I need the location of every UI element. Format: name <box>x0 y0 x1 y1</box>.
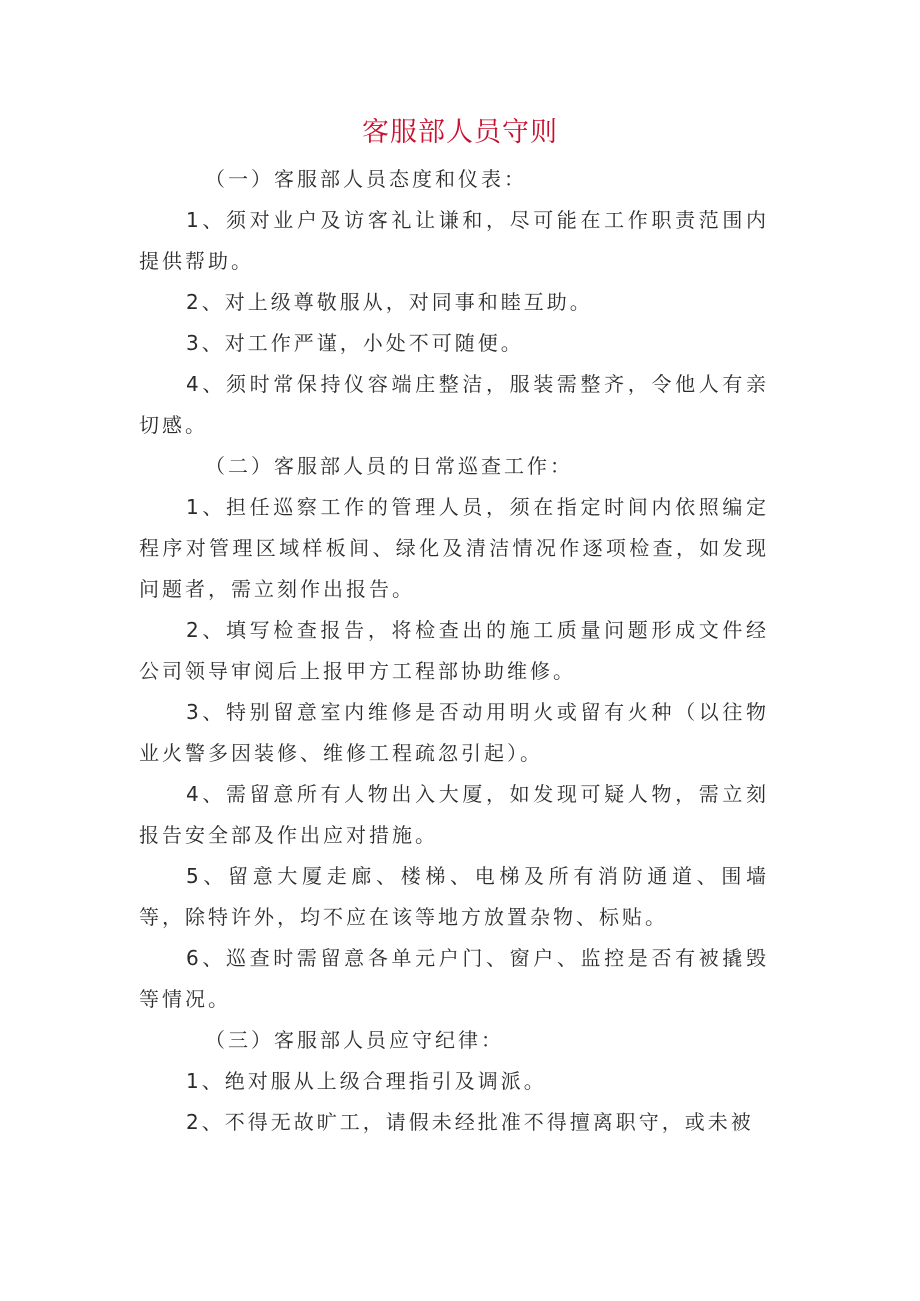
document-body <box>139 159 769 1143</box>
rule-item: 4、须时常保持仪容端庄整洁，服装需整齐，令他人有亲切感。 <box>139 372 769 437</box>
rule-item: 2、填写检查报告，将检查出的施工质量问题形成文件经公司领导审阅后上报甲方工程部协助维修。 <box>139 618 769 683</box>
rule-item: 4、需留意所有人物出入大厦，如发现可疑人物，需立刻报告安全部及作出应对措施。 <box>139 782 769 847</box>
rule-item: 1、须对业户及访客礼让谦和，尽可能在工作职责范围内提供帮助。 <box>139 208 769 273</box>
section-heading: （三）客服部人员应守纪律： <box>205 1028 504 1052</box>
rule-item: 2、不得无故旷工，请假未经批准不得擅离职守，或未被 <box>186 1110 754 1134</box>
section-heading: （二）客服部人员的日常巡查工作： <box>205 454 573 478</box>
rule-item: 2、对上级尊敬服从，对同事和睦互助。 <box>186 290 593 314</box>
document-title: 客服部人员守则 <box>362 117 558 148</box>
rule-item: 6、巡查时需留意各单元户门、窗户、监控是否有被撬毁等情况。 <box>139 946 769 1011</box>
rule-item: 3、特别留意室内维修是否动用明火或留有火种（以往物业火警多因装修、维修工程疏忽引起）。 <box>139 700 769 765</box>
section-heading: （一）客服部人员态度和仪表： <box>205 167 527 191</box>
rule-item: 3、对工作严谨，小处不可随便。 <box>186 331 524 355</box>
rule-item: 1、绝对服从上级合理指引及调派。 <box>186 1069 547 1093</box>
rule-item: 5、留意大厦走廊、楼梯、电梯及所有消防通道、围墙等，除特许外，均不应在该等地方放置杂物、标贴。 <box>139 864 769 929</box>
rule-item: 1、担任巡察工作的管理人员，须在指定时间内依照编定程序对管理区域样板间、绿化及清洁情况作逐项检查，如发现问题者，需立刻作出报告。 <box>139 495 769 601</box>
